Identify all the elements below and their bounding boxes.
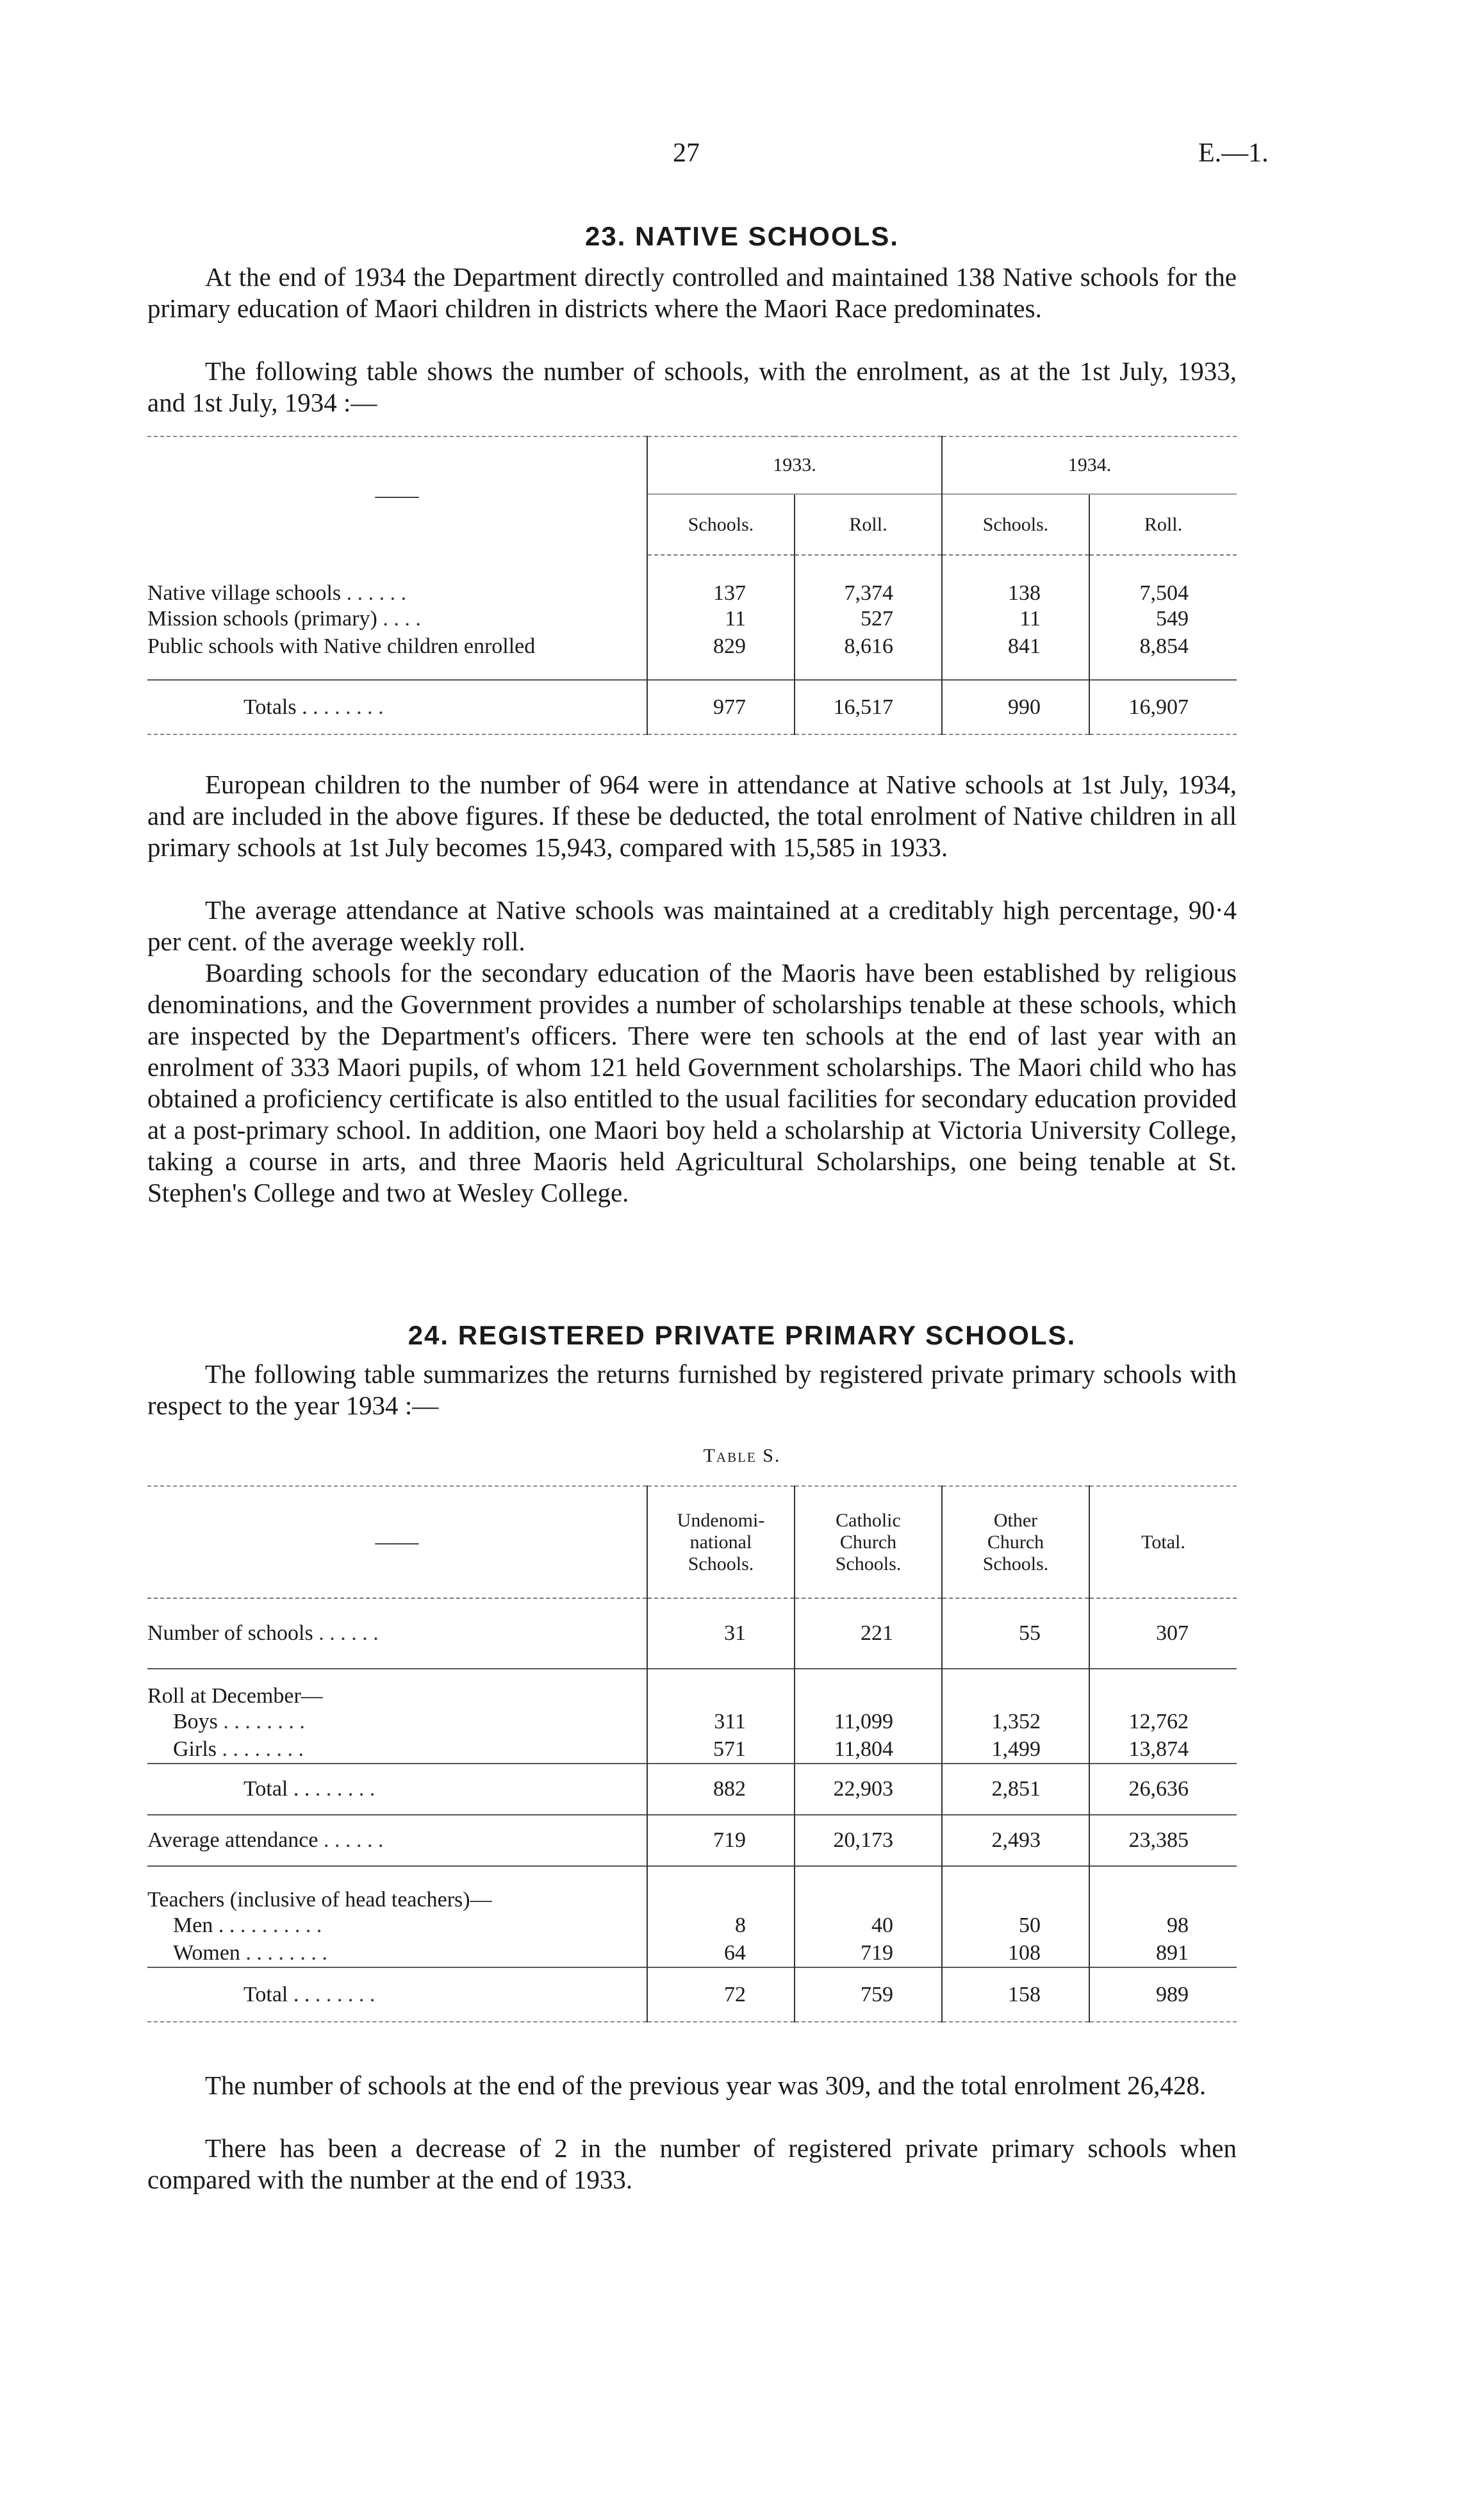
table-cell: 12,762 [1089, 1708, 1237, 1735]
table-cell: 2,851 [942, 1764, 1089, 1815]
column-header: Roll. [1089, 494, 1237, 555]
teachers-heading: Teachers (inclusive of head teachers)— [147, 1888, 492, 1912]
row-label: Women [173, 1940, 240, 1965]
table-cell: 8,854 [1089, 632, 1237, 661]
table-row [147, 581, 1237, 606]
table-cell: 1,352 [942, 1708, 1089, 1735]
table-cell: 882 [647, 1764, 795, 1815]
table-cell: 72 [647, 1967, 795, 2022]
table-cell: 989 [1089, 1967, 1237, 2022]
leader-dots: . . . . . . . . [222, 1737, 304, 1761]
table-cell: 158 [942, 1967, 1089, 2022]
section-23-paragraph-3: European children to the number of 964 were in attendance at Native schools at 1st July, 1934, and are included in the above figures. If these be deducted, the total enrolment of Native children in all primary schools at 1st July becomes 15,943, compared with 15,585 in 1933. [147, 770, 1237, 862]
table-row [147, 1708, 1237, 1735]
page-reference: E.—1. [1198, 138, 1269, 168]
table-cell: 7,374 [795, 581, 942, 606]
table-cell: 16,907 [1089, 680, 1237, 734]
table-subheading-row [147, 1669, 1237, 1708]
section-23-paragraph-5: Boarding schools for the secondary education of the Maoris have been established by religious denominations, and the Government provides a number of scholarships tenable at these schools, which are inspected by the Department's officers. There were ten schools at the end of last year with an enrolment of 333 Maori pupils, of whom 121 held Government scholarships. The Maori child who has obtained a proficiency certificate is also entitled to the usual facilities for secondary education provided at a post-primary school. In addition, one Maori boy held a scholarship at Victoria University College, taking a course in arts, and three Maoris held Agricultural Scholarships, one being tenable at St. Stephen's College and two at Wesley College. [147, 958, 1237, 1207]
table-stub-dash: —— [375, 484, 419, 508]
leader-dots: . . . . . . . . [223, 1710, 305, 1733]
table-cell: 11 [942, 606, 1089, 632]
table-row [147, 1735, 1237, 1764]
year-1934-header: 1934. [942, 436, 1237, 494]
table-cell: 55 [942, 1598, 1089, 1669]
table-cell: 98 [1089, 1912, 1237, 1939]
table-cell: 891 [1089, 1939, 1237, 1967]
section-24-title: 24. REGISTERED PRIVATE PRIMARY SCHOOLS. [408, 1320, 1076, 1350]
table-total-row [147, 1967, 1237, 2022]
year-1933-header: 1933. [647, 436, 942, 494]
table-cell: 108 [942, 1939, 1089, 1967]
table-cell: 7,504 [1089, 581, 1237, 606]
table-cell: 977 [647, 680, 795, 734]
column-header-catholic: Catholic Church Schools. [795, 1486, 942, 1598]
table-row [147, 632, 1237, 661]
table-cell: 719 [647, 1815, 795, 1866]
table-cell: 23,385 [1089, 1815, 1237, 1866]
table-cell: 527 [795, 606, 942, 632]
native-schools-table [147, 436, 1237, 735]
row-label: Total . . [243, 1777, 310, 1801]
column-header: Schools. [647, 494, 795, 555]
roll-heading: Roll at December— [147, 1684, 323, 1708]
row-label: Girls [173, 1737, 217, 1761]
table-cell: 137 [647, 581, 795, 606]
section-24-paragraph-3: There has been a decrease of 2 in the number of registered private primary schools when compared with the number at the end of 1933. [147, 2133, 1237, 2194]
table-cell: 11,099 [795, 1708, 942, 1735]
table-row [147, 1598, 1237, 1669]
table-cell: 549 [1089, 606, 1237, 632]
table-cell: 40 [795, 1912, 942, 1939]
table-cell: 8 [647, 1912, 795, 1939]
leader-dots: . . . . [383, 607, 421, 631]
row-label: Number of schools [147, 1621, 313, 1645]
table-cell: 11,804 [795, 1735, 942, 1764]
section-24-paragraph-2: The number of schools at the end of the previous year was 309, and the total enrolment 26,428. [205, 2071, 1207, 2100]
table-cell: 759 [795, 1967, 942, 2022]
table-caption: Table S. [703, 1445, 781, 1466]
table-row [147, 606, 1237, 632]
table-cell: 8,616 [795, 632, 942, 661]
page-number: 27 [673, 138, 700, 168]
leader-dots: . . . . . . [315, 1777, 375, 1801]
private-schools-table [147, 1485, 1237, 2022]
table-stub-dash: —— [147, 1486, 647, 1598]
table-cell: 307 [1089, 1598, 1237, 1669]
table-subheading-row [147, 1866, 1237, 1912]
table-cell: 16,517 [795, 680, 942, 734]
row-label: Native village schools [147, 581, 342, 605]
column-header-undenominational: Undenomi- national Schools. [647, 1486, 795, 1598]
table-cell: 20,173 [795, 1815, 942, 1866]
column-header-other-church: Other Church Schools. [942, 1486, 1089, 1598]
table-cell: 13,874 [1089, 1735, 1237, 1764]
table-cell: 22,903 [795, 1764, 942, 1815]
table-cell: 64 [647, 1939, 795, 1967]
leader-dots: . . . . . . [315, 1982, 375, 2006]
leader-dots: . . . . . . [323, 1828, 384, 1852]
table-cell: 311 [647, 1708, 795, 1735]
table-cell: 26,636 [1089, 1764, 1237, 1815]
table-cell: 11 [647, 606, 795, 632]
row-label: Mission schools (primary) [147, 607, 377, 631]
table-cell: 221 [795, 1598, 942, 1669]
section-23-paragraph-4: The average attendance at Native schools was maintained at a creditably high percentage, 90·4 per cent. of the average weekly roll. [147, 895, 1237, 956]
row-label: Total . . [243, 1982, 310, 2006]
row-label: Public schools with Native children enrolled [147, 634, 536, 658]
table-cell: 990 [942, 680, 1089, 734]
leader-dots: . . . . . . [318, 1621, 379, 1645]
page-header [0, 138, 1484, 176]
table-cell: 829 [647, 632, 795, 661]
table-cell: 1,499 [942, 1735, 1089, 1764]
section-23-title: 23. NATIVE SCHOOLS. [585, 221, 899, 251]
table-row [147, 1912, 1237, 1939]
leader-dots: . . . . . . [324, 695, 384, 719]
column-header: Roll. [795, 494, 942, 555]
leader-dots: . . . . . . [346, 581, 407, 605]
row-label: Totals . . [243, 695, 318, 719]
table-row [147, 1939, 1237, 1967]
row-label: Men . . [173, 1914, 235, 1937]
table-total-row [147, 1764, 1237, 1815]
table-cell: 31 [647, 1598, 795, 1669]
table-cell: 50 [942, 1912, 1089, 1939]
table-cell: 571 [647, 1735, 795, 1764]
table-total-row [147, 680, 1237, 734]
section-23-paragraph-1: At the end of 1934 the Department directly controlled and maintained 138 Native schools for the primary education of Maori children in districts where the Maori Race predominates. [147, 262, 1237, 323]
column-header-total: Total. [1089, 1486, 1237, 1598]
leader-dots: . . . . . . . . [240, 1914, 322, 1937]
section-23-paragraph-2: The following table shows the number of schools, with the enrolment, as at the 1st July, 1933, and 1st July, 1934 :— [147, 356, 1237, 417]
table-cell: 841 [942, 632, 1089, 661]
column-header: Schools. [942, 494, 1089, 555]
table-cell: 138 [942, 581, 1089, 606]
table-cell: 2,493 [942, 1815, 1089, 1866]
section-24-paragraph-1: The following table summarizes the returns furnished by registered private primary schools with respect to the year 1934 :— [147, 1359, 1237, 1420]
table-row [147, 1815, 1237, 1866]
row-label: Boys [173, 1710, 218, 1733]
row-label: Average attendance [147, 1828, 318, 1852]
table-cell: 719 [795, 1939, 942, 1967]
leader-dots: . . . . . . . . [245, 1940, 327, 1965]
